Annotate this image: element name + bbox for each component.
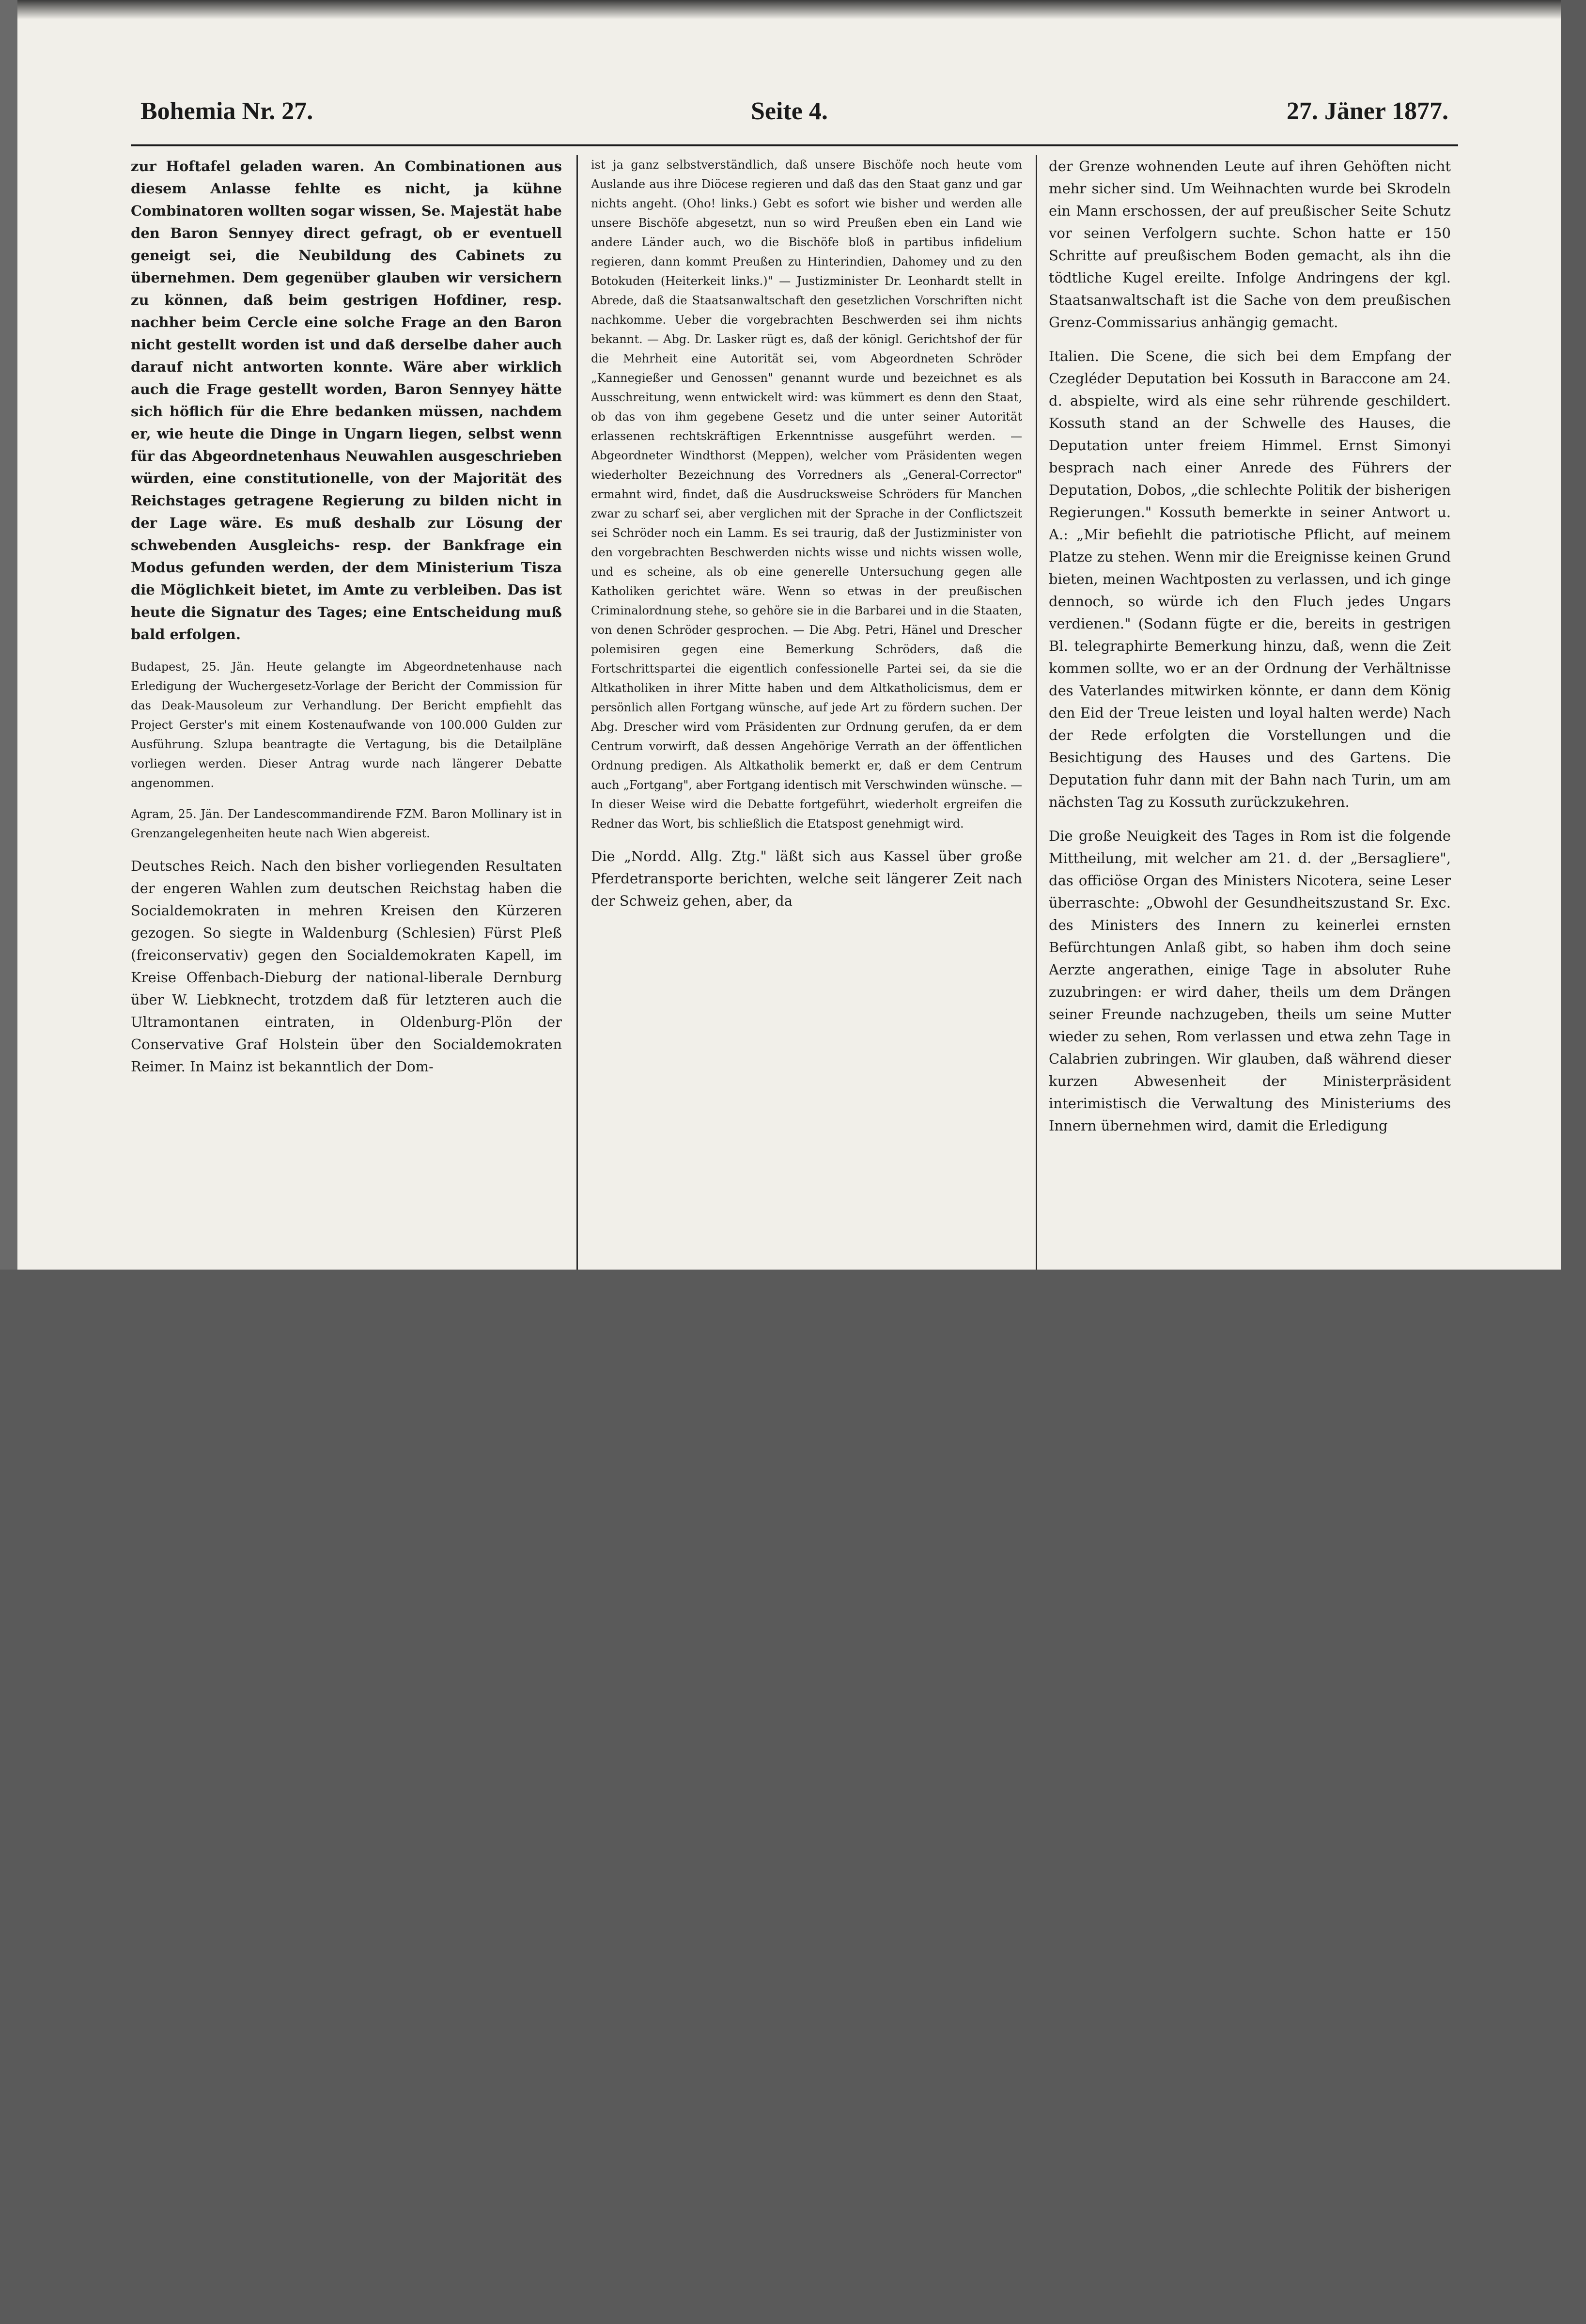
column-divider-1	[576, 155, 578, 1270]
column-1	[131, 155, 562, 1270]
scan-top-shadow	[17, 0, 1561, 19]
scan-left-edge	[0, 0, 17, 1270]
col3-paragraph-rom: Die große Neuigkeit des Tages in Rom ist die folgende Mittheilung, mit welcher am 21. d. der „Bersagliere", das officiöse Organ des Ministers Nicotera, seine Leser überraschte: „Obwohl der Gesundheitszustand Sr. Exc. des Ministers des Innern zu keinerlei ernsten Befürchtungen Anlaß gibt, so haben ihm doch seine Aerzte angerathen, einige Tage in absoluter Ruhe zuzubringen: er wird daher, theils um dem Drängen seiner Freunde nachzugeben, theils um seine Mutter wieder zu sehen, Rom verlassen und etwa zehn Tage in Calabrien zubringen. Wir glauben, daß während dieser kurzen Abwesenheit der Ministerpräsident interimistisch die Verwaltung des Ministeriums des Innern übernehmen wird, damit die Erledigung	[1049, 828, 1451, 1134]
col2-paragraph-2: Die „Nordd. Allg. Ztg." läßt sich aus Kassel über große Pferdetransporte berichten, welche seit längerer Zeit nach der Schweiz gehen, aber, da	[591, 848, 1022, 909]
header-date: 27. Jäner 1877.	[1286, 97, 1448, 125]
scan-right-edge	[1561, 0, 1586, 1270]
col3-paragraph-1: der Grenze wohnenden Leute auf ihren Gehöften nicht mehr sicher sind. Um Weihnachten wurde bei Skrodeln ein Mann erschossen, der auf preußischer Seite Schutz vor seinen Verfolgern suchte. Schon hatte er 150 Schritte auf preußischem Boden gemacht, als ihn die tödtliche Kugel ereilte. Infolge Andringens der kgl. Staatsanwaltschaft ist die Sache von dem preußischen Grenz-Commissarius anhängig gemacht.	[1049, 158, 1451, 330]
column-divider-2	[1036, 155, 1037, 1270]
col2-paragraph-1: ist ja ganz selbstverständlich, daß unsere Bischöfe noch heute vom Auslande aus ihre Diöcese regieren und daß das den Staat ganz und gar nichts angeht. (Oho! links.) Gebt es sofort wie bisher und werden alle unsere Bischöfe abgesetzt, nun so wird Preußen eben ein Land wie andere Länder auch, wo die Bischöfe bloß in partibus infidelium regieren, dann kommt Preußen zu Hinterindien, Dahomey und zu den Botokuden (Heiterkeit links.)" — Justizminister Dr. Leonhardt stellt in Abrede, daß die Staatsanwaltschaft den gesetzlichen Vorschriften nicht nachkomme. Ueber die vorgebrachten Beschwerden sei ihm nichts bekannt. — Abg. Dr. Lasker rügt es, daß der königl. Gerichtshof der für die Mehrheit eine Autorität sei, vom Abgeordneten Schröder „Kannegießer und Genossen" genannt wurde und bezeichnet es als Ausschreitung, wenn entwickelt wird: was kümmert es denn den Staat, ob das von ihm gegebene Gesetz und die unter seiner Autorität erlassenen rechtskräftigen Erkenntnisse ausgeführt werden. — Abgeordneter Windthorst (Meppen), welcher vom Präsidenten wegen wiederholter Bezeichnung des Vorredners als „General-Corrector" ermahnt wird, findet, daß die Ausdrucksweise Schröders für Manchen zwar zu scharf sei, aber verglichen mit der Sprache in der Conflictszeit sei Schröder noch ein Lamm. Es sei traurig, daß der Justizminister von den vorgebrachten Beschwerden nichts wisse und nichts wissen wolle, und es scheine, als ob eine generelle Untersuchung gegen alle Katholiken gerichtet wäre. Wenn so etwas in der preußischen Criminalordnung stehe, so gehöre sie in die Barbarei und in die Staaten, von denen Schröder gesprochen. — Die Abg. Petri, Hänel und Drescher polemisiren gegen eine Bemerkung Schröders, daß die Fortschrittspartei die eigentlich confessionelle Partei sei, da sie die Altkatholiken in ihrer Mitte haben und dem Altkatholicismus, dem er persönlich allen Fortgang wünsche, auf jede Art zu fördern suchen. Der Abg. Drescher wird vom Präsidenten zur Ordnung gerufen, da er dem Centrum vorwirft, daß dessen Angehörige Verrath an der öffentlichen Ordnung predigen. Als Altkatholik bemerkt er, daß er dem Centrum auch „Fortgang", aber Fortgang identisch mit Verschwinden wünsche. — In dieser Weise wird die Debatte fortgeführt, wiederholt ergreifen die Redner das Wort, bis schließlich die Etatspost genehmigt wird.	[591, 158, 1022, 831]
header-page-number: Seite 4.	[751, 97, 828, 125]
column-3	[1049, 155, 1451, 1270]
col1-paragraph-1: zur Hoftafel geladen waren. An Combinationen aus diesem Anlasse fehlte es nicht, ja kühne Combinatoren wollten sogar wissen, Se. Majestät habe den Baron Sennyey direct gefragt, ob er eventuell geneigt sei, die Neubildung des Cabinets zu übernehmen. Dem gegenüber glauben wir versichern zu können, daß beim gestrigen Hofdiner, resp. nachher beim Cercle eine solche Frage an den Baron nicht gestellt worden ist und daß derselbe daher auch darauf nicht antworten konnte. Wäre aber wirklich auch die Frage gestellt worden, Baron Sennyey hätte sich höflich für die Ehre bedanken müssen, nachdem er, wie heute die Dinge in Ungarn liegen, selbst wenn für das Abgeordnetenhaus Neuwahlen ausgeschrieben würden, eine constitutionelle, von der Majorität des Reichstages getragene Regierung zu bilden nicht in der Lage wäre. Es muß deshalb zur Lösung der schwebenden Ausgleichs- resp. der Bankfrage ein Modus gefunden werden, der dem Ministerium Tisza die Möglichkeit bietet, im Amte zu verbleiben. Das ist heute die Signatur des Tages; eine Entscheidung muß bald erfolgen.	[131, 158, 562, 643]
col1-paragraph-agram: Agram, 25. Jän. Der Landescommandirende FZM. Baron Mollinary ist in Grenzangelegenheiten heute nach Wien abgereist.	[131, 807, 562, 840]
col1-paragraph-deutsches-reich: Deutsches Reich. Nach den bisher vorliegenden Resultaten der engeren Wahlen zum deutschen Reichstag haben die Socialdemokraten in mehren Kreisen den Kürzeren gezogen. So siegte in Waldenburg (Schlesien) Fürst Pleß (freiconservativ) gegen den Socialdemokraten Kapell, im Kreise Offenbach-Dieburg der national-liberale Dernburg über W. Liebknecht, trotzdem daß für letzteren auch die Ultramontanen eintraten, in Oldenburg-Plön der Conservative Graf Holstein über den Socialdemokraten Reimer. In Mainz ist bekanntlich der Dom-	[131, 858, 562, 1075]
header-rule	[131, 144, 1458, 146]
col3-paragraph-italien: Italien. Die Scene, die sich bei dem Empfang der Czegléder Deputation bei Kossuth in Baraccone am 24. d. abspielte, wird als eine sehr rührende geschildert. Kossuth stand an der Schwelle des Hauses, die Deputation unter freiem Himmel. Ernst Simonyi besprach nach einer Anrede des Führers der Deputation, Dobos, „die schlechte Politik der bisherigen Regierungen." Kossuth bemerkte in seiner Antwort u. A.: „Mir befiehlt die patriotische Pflicht, auf meinem Platze zu stehen. Wenn mir die Ereignisse keinen Grund bieten, meinen Wachtposten zu verlassen, und ich ginge dennoch, so würde ich den Fluch jedes Ungars verdienen." (Sodann fügte er die, bereits in gestrigen Bl. telegraphirte Bemerkung hinzu, daß, wenn die Zeit kommen sollte, wo er an der Ordnung der Verhältnisse des Vaterlandes mitwirken könnte, er dann dem König den Eid der Treue leisten und loyal halten werde) Nach der Rede erfolgten die Vorstellungen und die Besichtigung des Hauses und des Gartens. Die Deputation fuhr dann mit der Bahn nach Turin, um am nächsten Tag zu Kossuth zurückzukehren.	[1049, 348, 1451, 810]
header-masthead: Bohemia Nr. 27.	[140, 97, 313, 125]
col1-paragraph-budapest: Budapest, 25. Jän. Heute gelangte im Abgeordnetenhause nach Erledigung der Wuchergesetz-Vorlage der Bericht der Commission für das Deak-Mausoleum zur Verhandlung. Der Bericht empfiehlt das Project Gerster's mit einem Kostenaufwande von 100.000 Gulden zur Ausführung. Szlupa beantragte die Vertagung, bis die Detailpläne vorliegen werden. Dieser Antrag wurde nach längerer Debatte angenommen.	[131, 660, 562, 790]
column-2	[591, 155, 1022, 1270]
page-header	[140, 97, 1448, 131]
